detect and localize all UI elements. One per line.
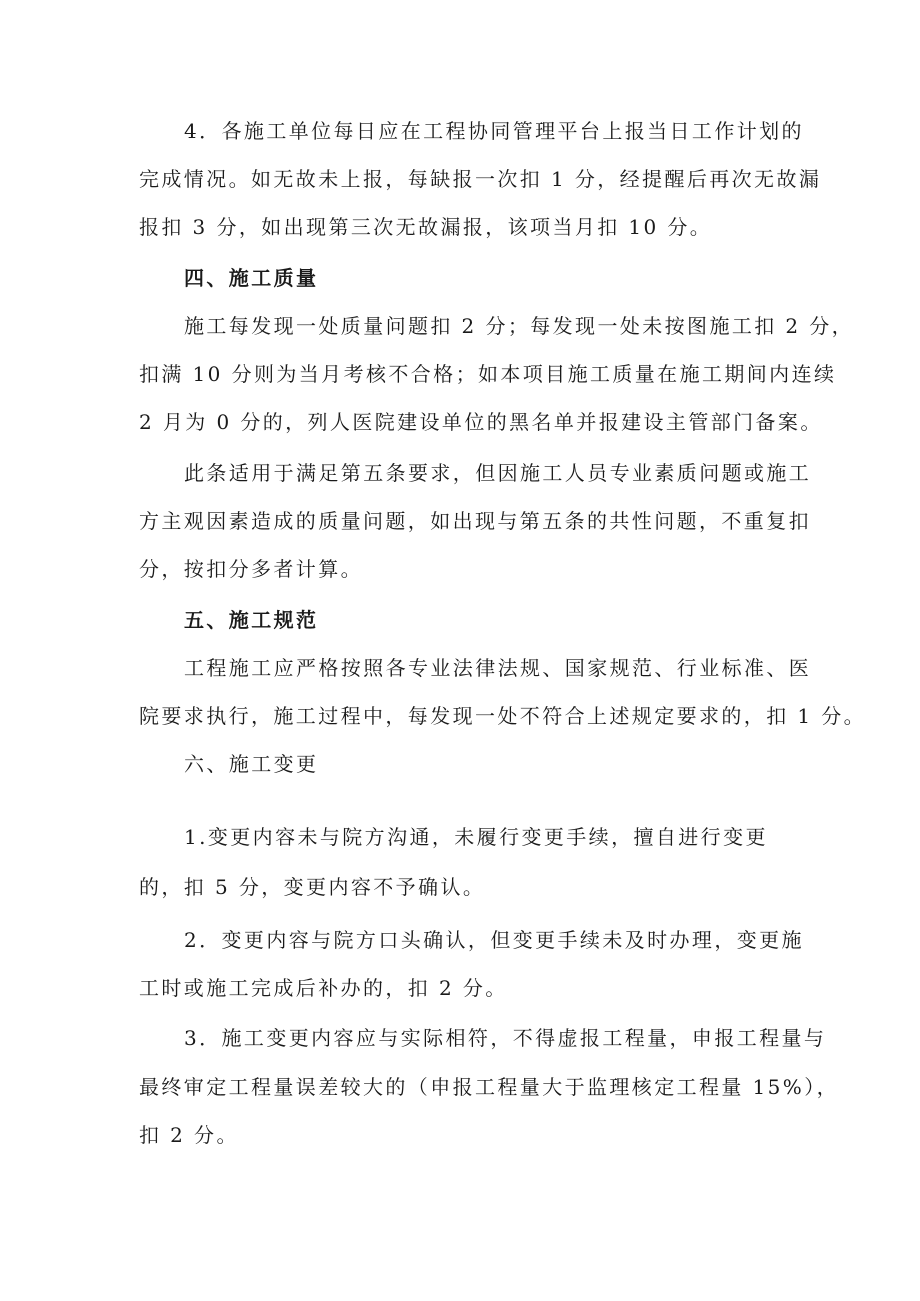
section-5-heading: 五、施工规范	[184, 608, 319, 632]
section-6-item-2-line-1: 2．变更内容与院方口头确认，但变更手续未及时办理，变更施	[184, 928, 804, 952]
section-5-para-line-1: 工程施工应严格按照各专业法律法规、国家规范、行业标准、医	[184, 656, 812, 680]
section-6-item-3-line-3: 扣 2 分。	[139, 1123, 239, 1147]
section-4-heading: 四、施工质量	[184, 266, 319, 290]
section-5-para-line-2: 院要求执行，施工过程中，每发现一处不符合上述规定要求的，扣 1 分。	[139, 704, 867, 728]
section-4-para-2-line-3: 分，按扣分多者计算。	[139, 557, 363, 581]
item-4-line-3: 报扣 3 分，如出现第三次无故漏报，该项当月扣 10 分。	[139, 215, 713, 239]
section-6-item-3-line-2: 最终审定工程量误差较大的（申报工程量大于监理核定工程量 15%），	[139, 1075, 840, 1099]
section-6-item-1-line-2: 的，扣 5 分，变更内容不予确认。	[139, 875, 486, 899]
section-6-item-3-line-1: 3．施工变更内容应与实际相符，不得虚报工程量，申报工程量与	[184, 1026, 827, 1050]
section-4-para-1-line-1: 施工每发现一处质量问题扣 2 分；每发现一处未按图施工扣 2 分，	[184, 314, 855, 338]
item-4-line-1: 4．各施工单位每日应在工程协同管理平台上报当日工作计划的	[184, 119, 804, 143]
section-6-item-2-line-2: 工时或施工完成后补办的，扣 2 分。	[139, 976, 508, 1000]
section-6-heading: 六、施工变更	[184, 752, 319, 776]
section-6-item-1-line-1: 1.变更内容未与院方沟通，未履行变更手续，擅自进行变更	[184, 825, 768, 849]
section-4-para-1-line-3: 2 月为 0 分的，列人医院建设单位的黑名单并报建设主管部门备案。	[139, 410, 823, 434]
item-4-line-2: 完成情况。如无故未上报，每缺报一次扣 1 分，经提醒后再次无故漏	[139, 167, 822, 191]
section-4-para-1-line-2: 扣满 10 分则为当月考核不合格；如本项目施工质量在施工期间内连续	[139, 362, 837, 386]
section-4-para-2-line-2: 方主观因素造成的质量问题，如出现与第五条的共性问题，不重复扣	[139, 509, 811, 533]
section-4-para-2-line-1: 此条适用于满足第五条要求，但因施工人员专业素质问题或施工	[184, 461, 812, 485]
